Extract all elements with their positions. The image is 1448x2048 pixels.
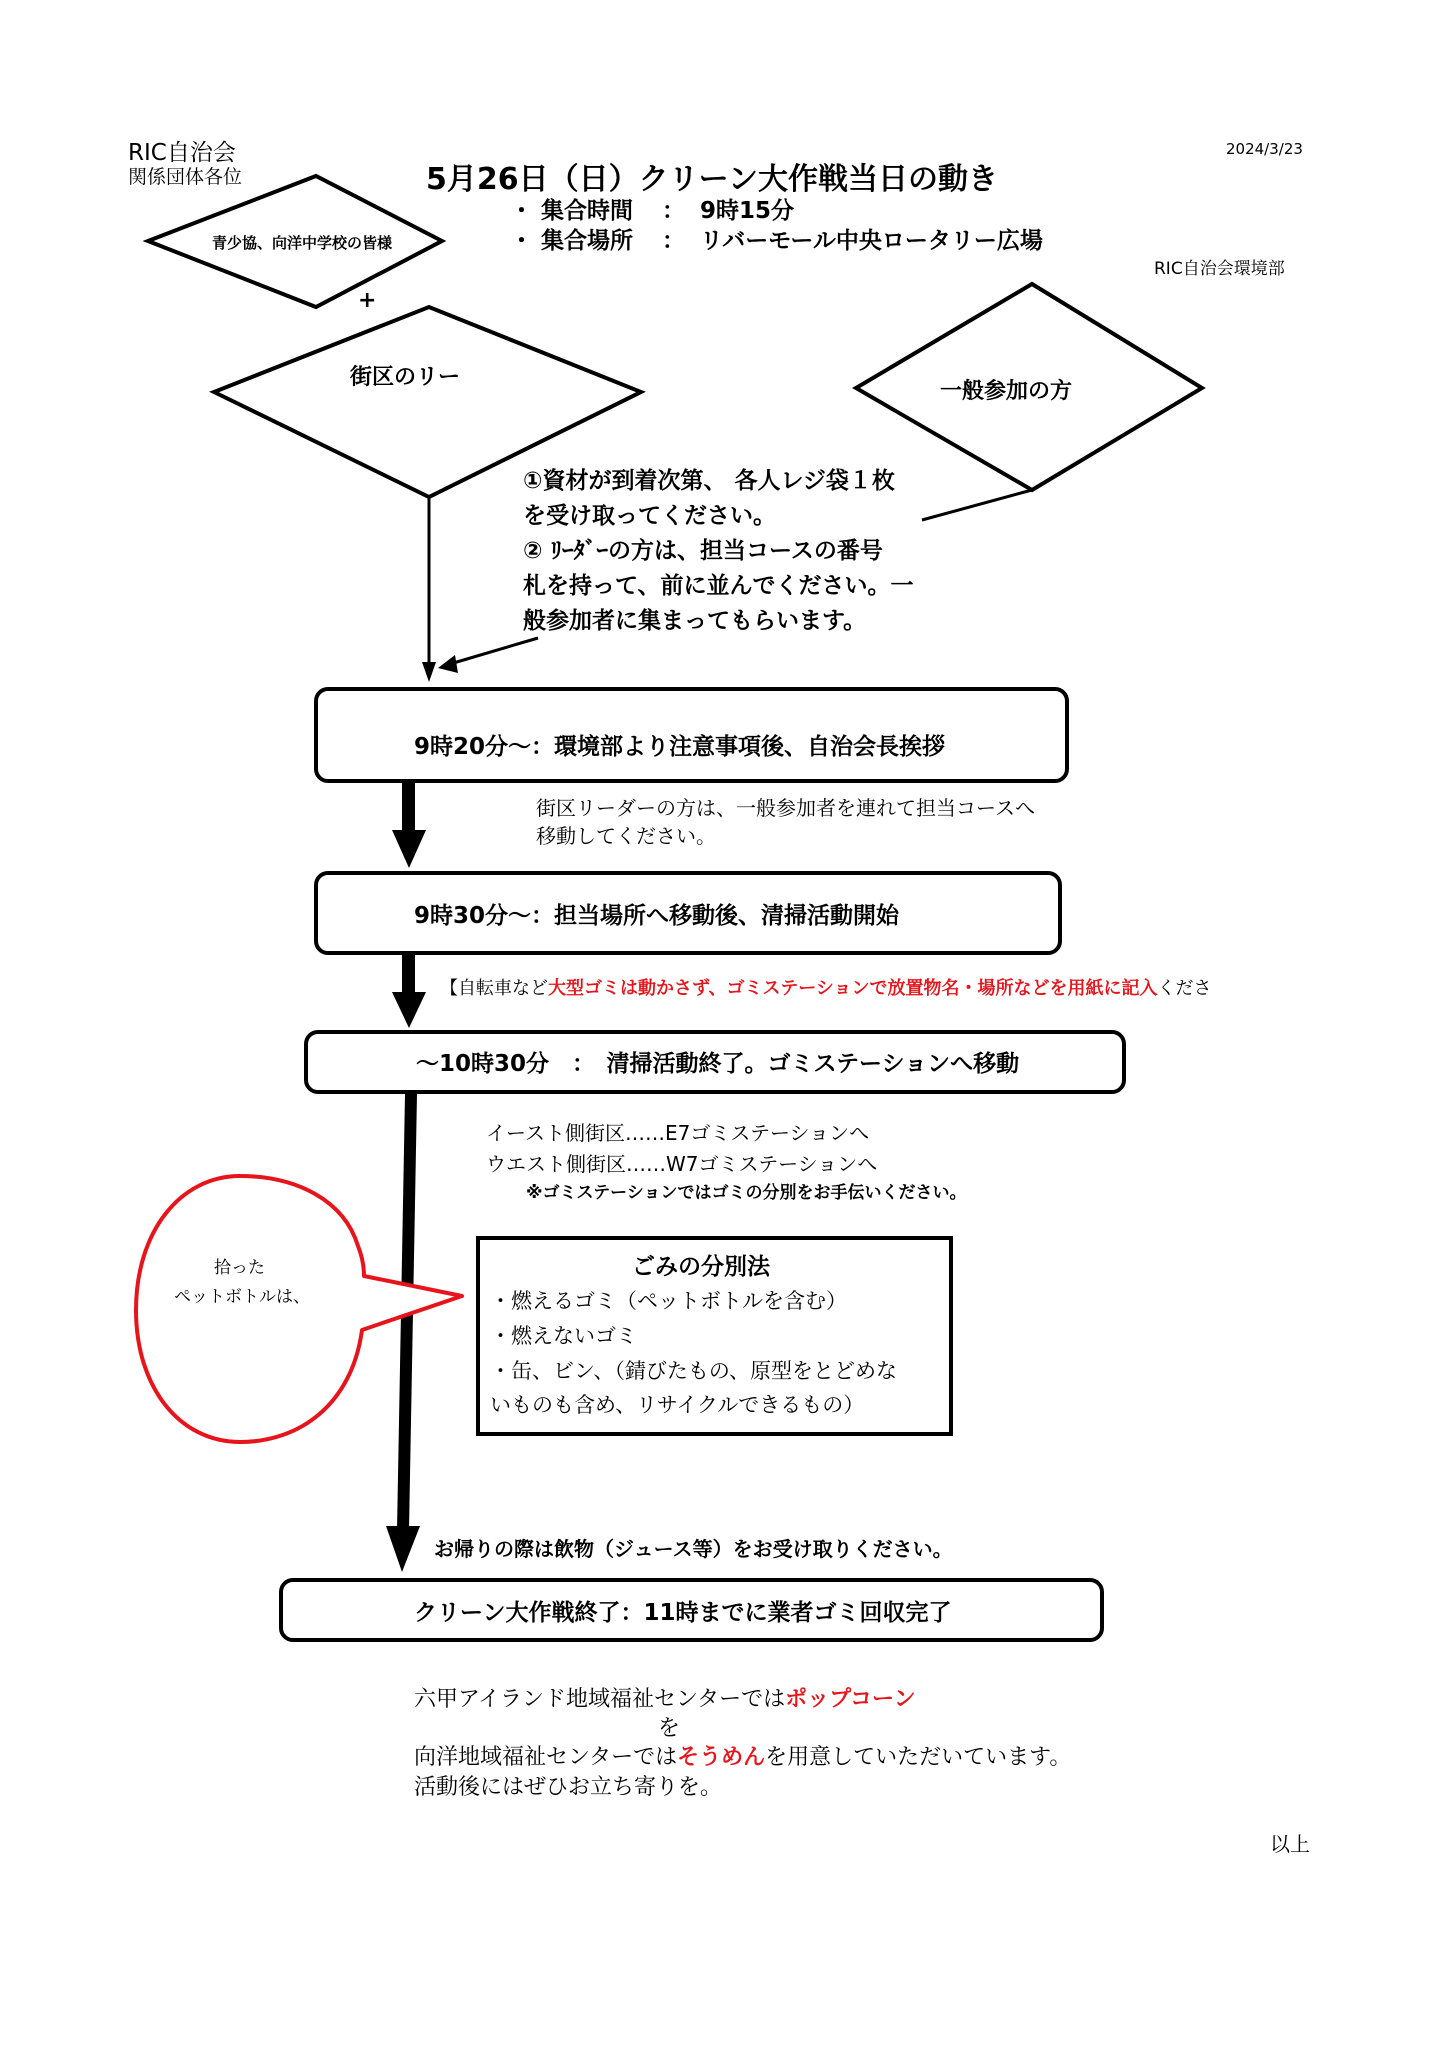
arrow-head-3 [386,1526,420,1572]
final-step-text: クリーン大作戦終了：11時までに業者ゴミ回収完了 [414,1600,952,1626]
youth-label: 青少協、向洋中学校の皆様 [212,234,393,252]
meeting-time-sep: ： [662,198,685,224]
instruction-line-1: ①資材が到着次第、 各人レジ袋１枚 [523,468,895,494]
footer-line-3-prefix: 向洋地域福祉センターでは [414,1745,678,1770]
meeting-time-value: 9時15分 [700,198,795,224]
sorting-item-1: ・燃えるゴミ（ペットボトルを含む） [490,1289,847,1313]
meeting-place-label: ・ 集合場所 [510,228,634,254]
instruction-line-3: ② ﾘｰﾀﾞｰの方は、担当コースの番号 [523,538,883,564]
note-1-line-2: 移動してください。 [536,824,716,848]
return-note: お帰りの際は飲物（ジュース等）をお受け取りください。 [434,1537,953,1561]
general-label: 一般参加の方 [940,379,1073,404]
footer-line-1-prefix: 六甲アイランド地域福祉センターでは [414,1687,786,1712]
org-name: RIC自治会 [128,140,236,166]
meeting-place-value: リバーモール中央ロータリー広場 [700,228,1043,254]
footer-line-1 [414,1682,916,1713]
author-dept: RIC自治会環境部 [1154,259,1285,279]
callout-line-1: 拾った [214,1258,265,1278]
note-2-prefix: 【自転車など [440,978,548,999]
footer-line-3 [414,1740,1071,1771]
plus-sign: + [358,288,377,313]
footer-somen: そうめん [677,1745,766,1770]
note-1-line-1: 街区リーダーの方は、一般参加者を連れて担当コースへ [536,796,1035,820]
east-station: イースト側街区……E7ゴミステーションへ [486,1121,870,1145]
arrow-shaft-2 [402,955,415,997]
sorting-title: ごみの分別法 [632,1254,770,1280]
arrow-head-1 [392,830,426,868]
instruction-line-5: 般参加者に集まってもらいます。 [523,608,867,634]
footer-popcorn: ポップコーン [785,1687,916,1712]
west-station: ウエスト側街区……W7ゴミステーションへ [486,1152,878,1176]
sorting-item-3-line-2: いものも含め、リサイクルできるもの） [490,1393,865,1417]
sorting-item-2: ・燃えないゴミ [490,1324,637,1348]
step-3-text: ～10時30分 ： 清掃活動終了。ゴミステーションへ移動 [416,1051,1020,1077]
meeting-time-label: ・ 集合時間 [510,198,634,224]
note-2-suffix: くださ [1157,978,1212,999]
instruction-line-2: を受け取ってください。 [523,503,776,529]
instructions-arrowhead [438,655,458,673]
closing-mark: 以上 [1270,1832,1310,1856]
step-1-text: 9時20分～：環境部より注意事項後、自治会長挨拶 [414,734,946,760]
meeting-place-sep: ： [662,228,685,254]
footer-line-2: を [658,1716,681,1741]
instruction-line-4: 札を持って、前に並んでください。一 [523,573,914,599]
leaders-arrowhead [422,662,436,682]
arrow-shaft-1 [402,783,415,835]
page-title: 5月26日（日）クリーン大作戦当日の動き [426,162,999,197]
note-2-warning: 大型ゴミは動かさず、ゴミステーションで放置物名・場所などを用紙に記入 [548,978,1158,999]
step-2-text: 9時30分～：担当場所へ移動後、清掃活動開始 [414,903,900,929]
footer-line-3-suffix: を用意していただいています。 [765,1745,1072,1770]
general-connector [922,490,1032,520]
note-2 [440,974,1211,1000]
arrow-head-2 [392,992,426,1028]
station-note: ※ゴミステーションではゴミの分別をお手伝いください。 [526,1183,967,1203]
leaders-label: 街区のリー [350,365,461,390]
sorting-item-3-line-1: ・缶、ビン、（錆びたもの、原型をとどめな [490,1359,897,1383]
recipients: 関係団体各位 [128,166,243,188]
callout-line-2: ペットボトルは、 [174,1287,310,1307]
instructions-arrow [450,638,538,664]
document-date: 2024/3/23 [1226,140,1303,158]
footer-line-4: 活動後にはぜひお立ち寄りを。 [414,1775,723,1800]
